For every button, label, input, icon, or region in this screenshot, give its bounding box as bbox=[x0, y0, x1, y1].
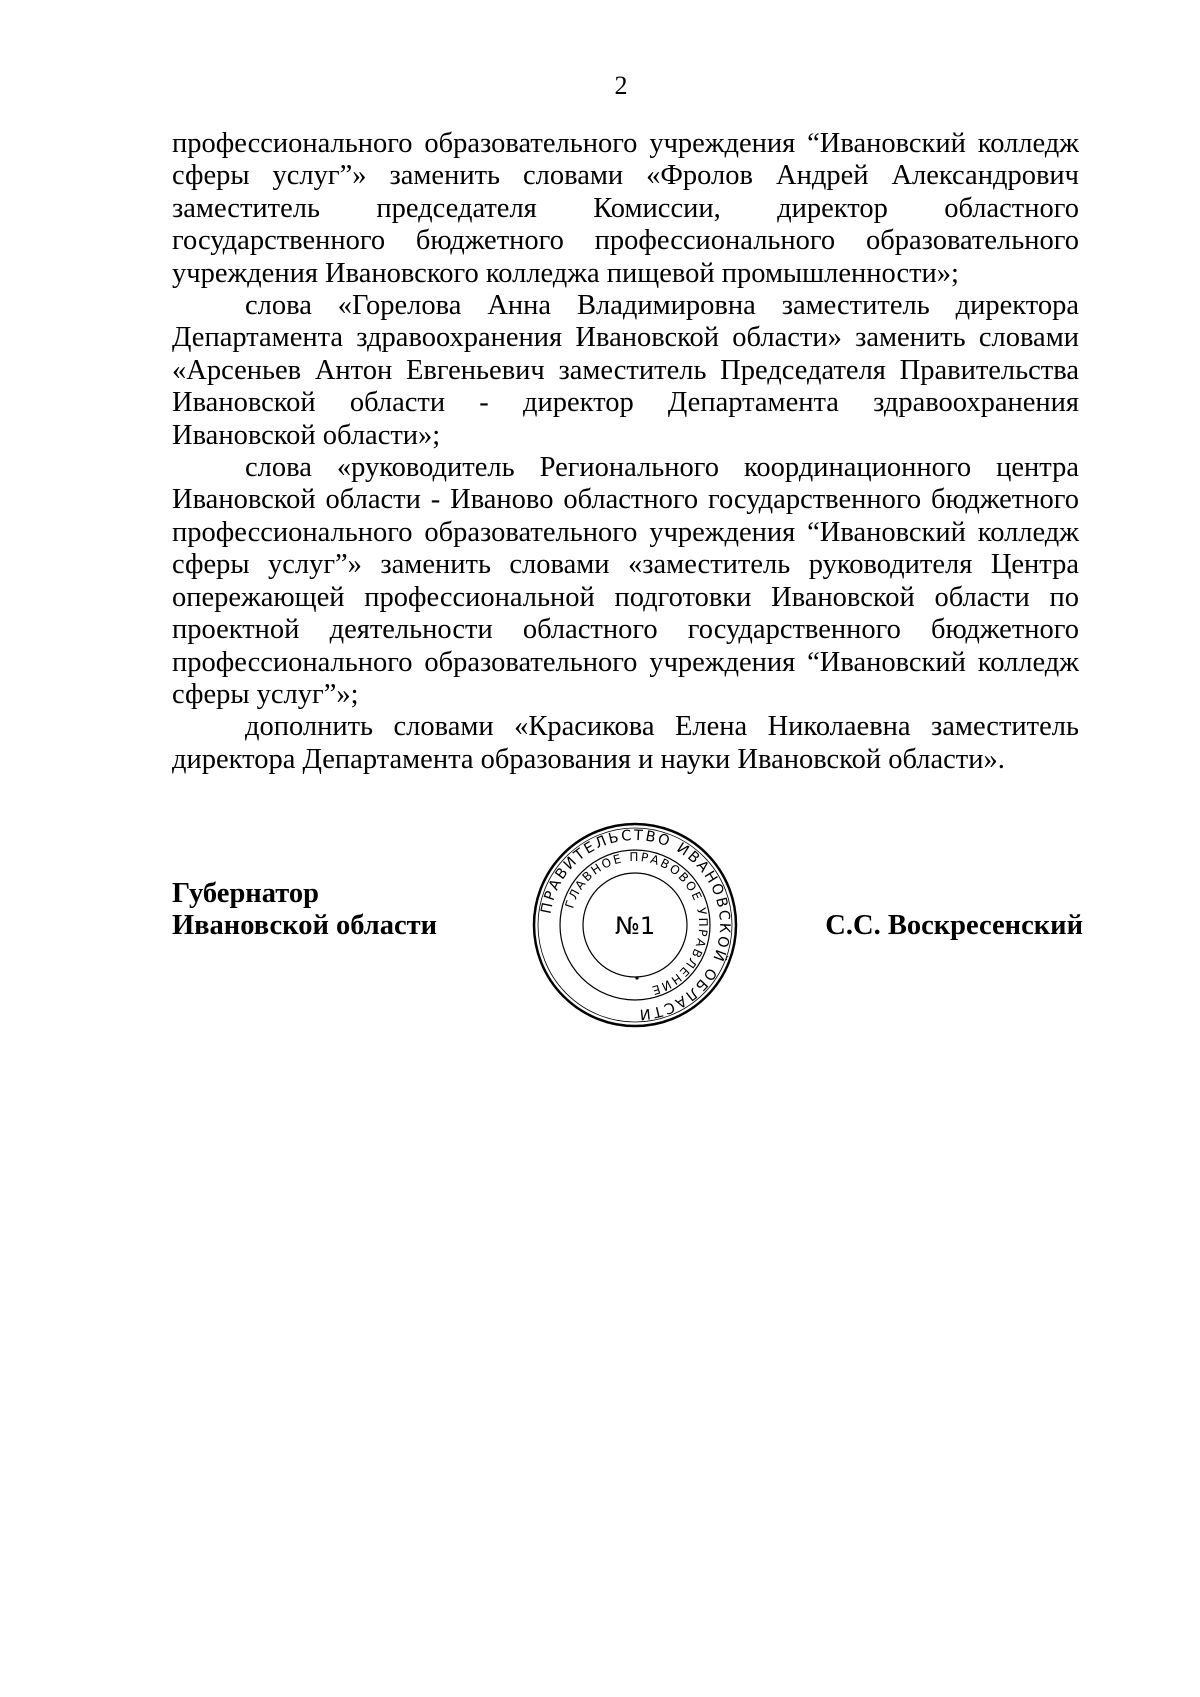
seal-outer-text: ПРАВИТЕЛЬСТВО ИВАНОВСКОЙ ОБЛАСТИ bbox=[538, 827, 733, 1023]
seal-inner-text: ГЛАВНОЕ ПРАВОВОЕ УПРАВЛЕНИЕ bbox=[562, 849, 711, 998]
official-seal bbox=[530, 820, 740, 1030]
paragraph-3: слова «руководитель Регионального координационного центра Ивановской области - Иваново областного государственного бюджетного профессионального образовательного учреждения “Ивановский колледж сферы услуг”» заменить словами «заместитель руководителя Центра опережающей профессиональной подготовки Ивановской области по проектной деятельности областного государственного бюджетного профессионального образовательного учреждения “Ивановский колледж сферы услуг”»; bbox=[172, 452, 1079, 710]
signatory-title bbox=[172, 878, 437, 942]
document-body bbox=[172, 128, 1079, 776]
paragraph-2: слова «Горелова Анна Владимировна заместитель директора Департамента здравоохранения Ивановской области» заменить словами «Арсеньев Антон Евгеньевич заместитель Председателя Правительства Ивановской области - директор Департамента здравоохранения Ивановской области»; bbox=[172, 290, 1079, 451]
signatory-title-line-2: Ивановской области bbox=[172, 910, 438, 941]
paragraph-4: дополнить словами «Красикова Елена Николаевна заместитель директора Департамента образования и науки Ивановской области». bbox=[172, 711, 1079, 775]
signatory-name: С.С. Воскресенский bbox=[825, 910, 1083, 941]
page-number: 2 bbox=[614, 71, 628, 100]
seal-number: №1 bbox=[614, 912, 656, 940]
paragraph-1: профессионального образовательного учреждения “Ивановский колледж сферы услуг”» заменить словами «Фролов Андрей Александрович заместитель председателя Комиссии, директор областного государственного бюджетного профессионального образовательного учреждения Ивановского колледжа пищевой промышленности»; bbox=[172, 128, 1079, 289]
seal-stamp-icon bbox=[530, 820, 740, 1030]
signatory-title-line-1: Губернатор bbox=[172, 878, 319, 909]
